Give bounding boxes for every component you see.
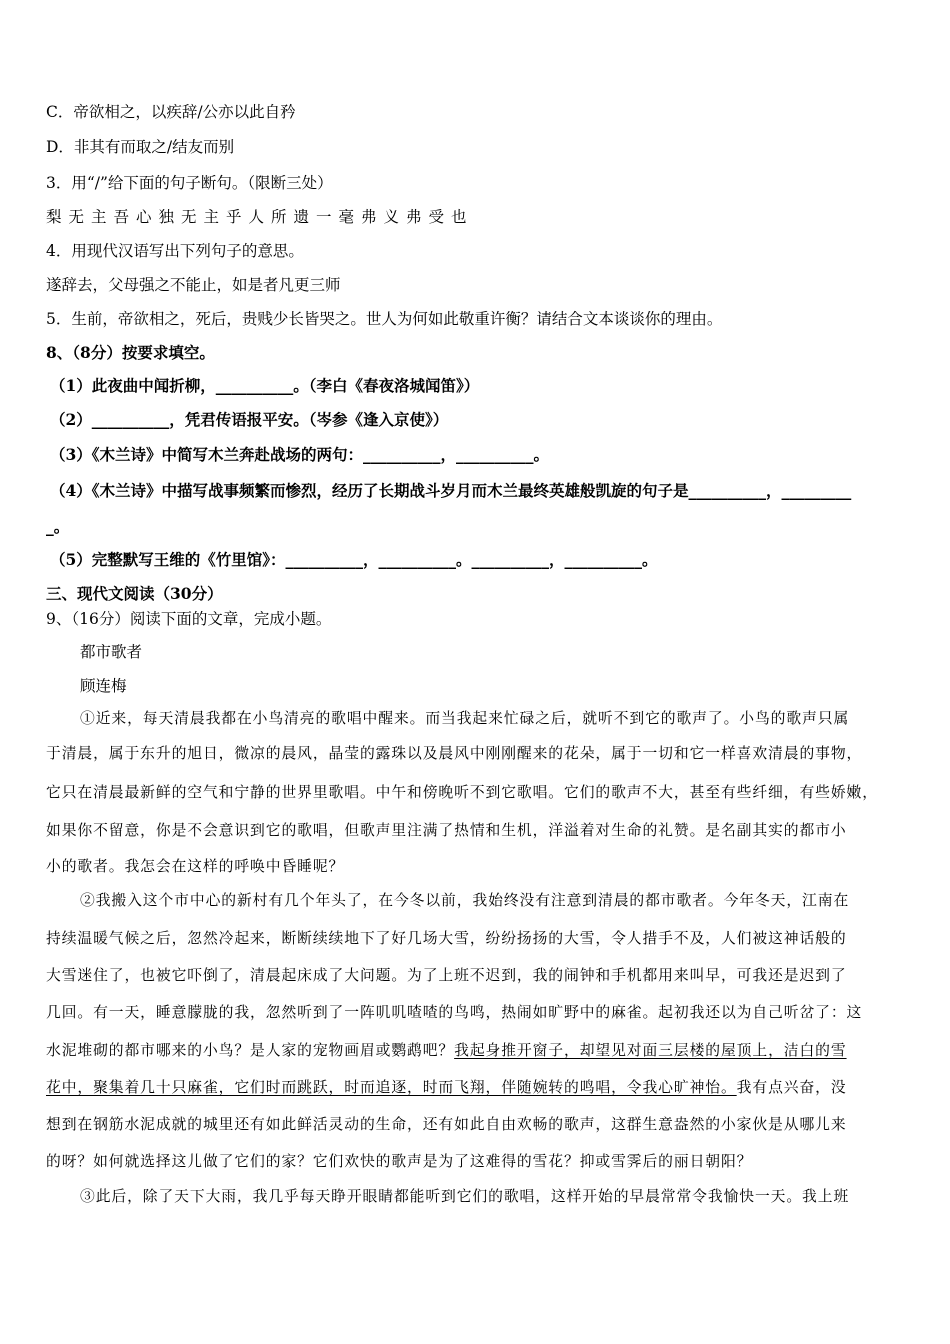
paragraph-2-line: 几回。有一天，睡意朦胧的我，忽然听到了一阵叽叽喳喳的鸟鸣，热闹如旷野中的麻雀。起初我还以为自己听岔了：这 (46, 1004, 863, 1021)
option-d: D．非其有而取之/结友而别 (46, 138, 235, 156)
paragraph-2-line (46, 1041, 847, 1061)
paragraph-1-line: 如果你不留意，你是不会意识到它的歌唱，但歌声里注满了热情和生机，洋溢着对生命的礼赞。是名副其实的都市小 (46, 822, 847, 839)
paragraph-2-line: 大雪迷住了，也被它吓倒了，清晨起床成了大问题。为了上班不迟到，我的闹钟和手机都用来叫早，可我还是迟到了 (46, 967, 847, 984)
question-8-item-5: （5）完整默写王维的《竹里馆》：__________，__________。__________，__________。 (50, 550, 658, 569)
question-8-header: 8、（8分）按要求填空。 (46, 343, 215, 362)
paragraph-2-line: ②我搬入这个市中心的新村有几个年头了，在今冬以前，我始终没有注意到清晨的都市歌者。今年冬天，江南在 (80, 892, 850, 909)
paragraph-2-line (46, 1078, 847, 1098)
question-8-item-1: （1）此夜曲中闻折柳，__________。（李白《春夜洛城闻笛》） (50, 376, 480, 395)
paragraph-1-line: ①近来，每天清晨我都在小鸟清亮的歌唱中醒来。而当我起来忙碌之后，就听不到它的歌声了。小鸟的歌声只属 (80, 710, 850, 727)
question-4-sentence: 遂辞去，父母强之不能止，如是者凡更三师 (46, 276, 341, 294)
paragraph-1-line: 小的歌者。我怎会在这样的呼唤中昏睡呢？ (46, 858, 345, 875)
question-4-prompt: 4．用现代汉语写出下列句子的意思。 (46, 242, 304, 260)
underlined-sentence: 花中，聚集着几十只麻雀，它们时而跳跃，时而追逐，时而飞翔，伴随婉转的鸣唱，令我心旷神怡。 (46, 1079, 737, 1096)
paragraph-2-line: 想到在钢筋水泥成就的城里还有如此鲜活灵动的生命，还有如此自由欢畅的歌声，这群生意盎然的小家伙是从哪儿来 (46, 1116, 847, 1133)
article-author: 顾连梅 (80, 677, 127, 695)
option-c: C．帝欲相之，以疾辞/公亦以此自矜 (46, 103, 296, 121)
paragraph-2-line: 持续温暖气候之后，忽然冷起来，断断续续地下了好几场大雪，纷纷扬扬的大雪，令人措手不及，人们被这神话般的 (46, 930, 847, 947)
paragraph-3-line: ③此后，除了天下大雨，我几乎每天睁开眼睛都能听到它们的歌唱，这样开始的早晨常常令我愉快一天。我上班 (80, 1188, 850, 1205)
paragraph-1-line: 它只在清晨最新鲜的空气和宁静的世界里歌唱。中午和傍晚听不到它歌唱。它们的歌声不大，甚至有些纤细，有些娇嫩， (46, 784, 878, 801)
question-8-item-3: （3）《木兰诗》中简写木兰奔赴战场的两句：__________，__________。 (50, 445, 550, 464)
question-3-sentence: 梨无主吾心独无主乎人所遗一毫弗义弗受也 (46, 208, 474, 226)
paragraph-2-line: 的呀？如何就选择这儿做了它们的家？它们欢快的歌声是为了这难得的雪花？抑或雪霁后的丽日朝阳？ (46, 1153, 753, 1170)
underlined-sentence: 我起身推开窗子，却望见对面三层楼的屋顶上，洁白的雪 (454, 1042, 847, 1059)
question-9-prompt: 9、（16分）阅读下面的文章，完成小题。 (46, 610, 332, 628)
question-8-item-2: （2）__________，凭君传语报平安。（岑参《逢入京使》） (50, 410, 449, 429)
question-8-item-4-continued: _。 (46, 517, 70, 536)
question-8-item-4: （4）《木兰诗》中描写战事频繁而惨烈，经历了长期战斗岁月而木兰最终英雄般凯旋的句子是__________，_________ (50, 481, 852, 500)
section-3-title: 三、现代文阅读（30分） (46, 584, 223, 603)
article-title: 都市歌者 (80, 643, 143, 661)
paragraph-2-text: 我有点兴奋，没 (736, 1079, 847, 1096)
question-5-prompt: 5．生前，帝欲相之，死后，贵贱少长皆哭之。世人为何如此敬重许衡？请结合文本谈谈你的理由。 (46, 310, 723, 328)
question-3-prompt: 3．用“/”给下面的句子断句。（限断三处） (46, 174, 333, 192)
paragraph-2-text: 水泥堆砌的都市哪来的小鸟？是人家的宠物画眉或鹦鹉吧？ (46, 1042, 455, 1059)
paragraph-1-line: 于清晨，属于东升的旭日，微凉的晨风，晶莹的露珠以及晨风中刚刚醒来的花朵，属于一切和它一样喜欢清晨的事物， (46, 745, 863, 762)
